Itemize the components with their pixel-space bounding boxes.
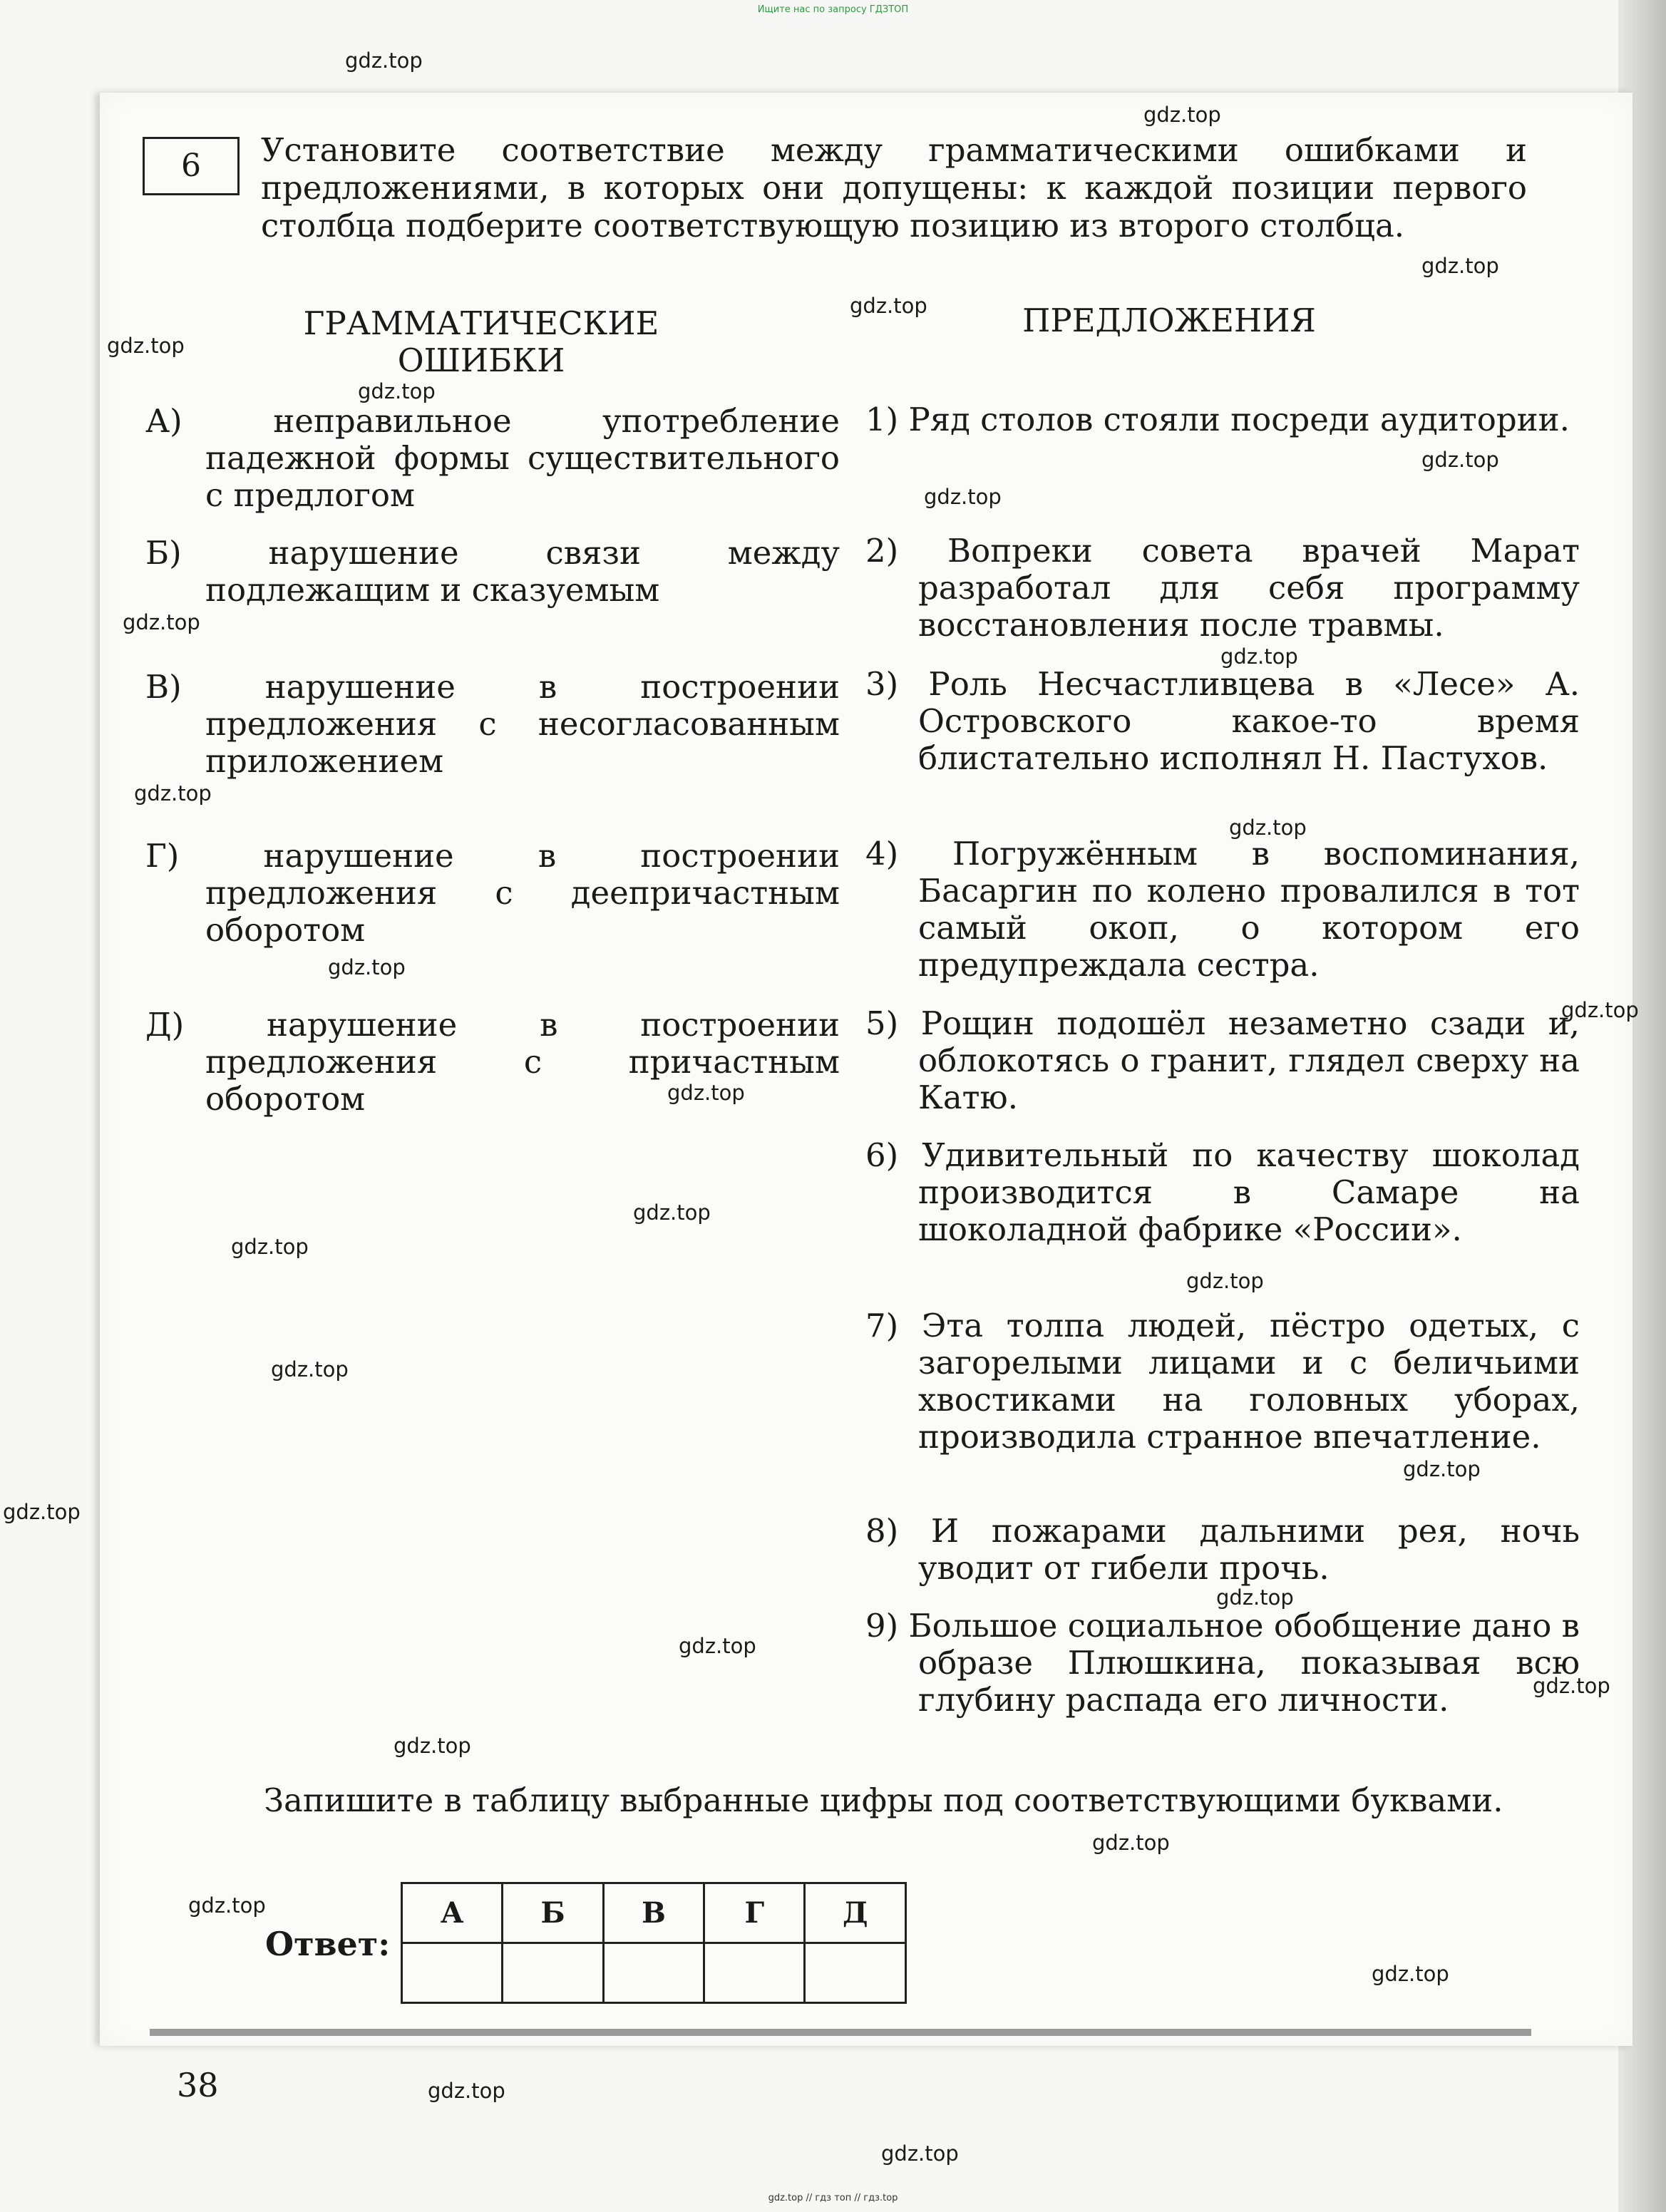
watermark: gdz.top xyxy=(428,2079,505,2103)
answer-cell-v[interactable] xyxy=(603,1943,704,2003)
error-item-b xyxy=(145,535,840,609)
answer-header-v: В xyxy=(603,1883,704,1943)
watermark: gdz.top xyxy=(107,334,185,358)
answer-header-a: А xyxy=(402,1883,503,1943)
answer-header-b: Б xyxy=(503,1883,603,1943)
sentence-number: 6) xyxy=(865,1136,899,1174)
watermark: gdz.top xyxy=(1229,816,1307,840)
sentence-number: 7) xyxy=(865,1307,899,1344)
answer-input-row xyxy=(402,1943,906,2003)
watermark: gdz.top xyxy=(231,1235,309,1259)
watermark: gdz.top xyxy=(881,2141,959,2166)
error-letter: Д) xyxy=(145,1006,185,1044)
answer-cell-d[interactable] xyxy=(805,1943,906,2003)
sentence-text: Эта толпа людей, пёстро одетых, с загорелыми лицами и с беличьими хвостиками на головных уборах, производила странное впечатление. xyxy=(918,1307,1580,1456)
error-letter: В) xyxy=(145,668,182,706)
sentence-text: Вопреки совета врачей Марат разработал для себя программу восстановления после травмы. xyxy=(918,532,1580,644)
watermark: gdz.top xyxy=(667,1081,745,1105)
left-column-heading: ГРАММАТИЧЕСКИЕ ОШИБКИ xyxy=(303,304,659,379)
top-banner: Ищите нас по запросу ГДЗТОП xyxy=(757,4,909,15)
watermark: gdz.top xyxy=(1421,448,1499,472)
sentence-number: 2) xyxy=(865,532,899,570)
watermark: gdz.top xyxy=(1220,644,1298,669)
error-text: неправильное употребление падежной формы существительного с предлогом xyxy=(205,402,840,514)
error-text: нарушение в построении предложения с несогласованным приложением xyxy=(205,668,840,780)
table-instruction: Запишите в таблицу выбранные цифры под соответствующими буквами. xyxy=(264,1781,1503,1819)
watermark: gdz.top xyxy=(271,1357,349,1382)
page-number: 38 xyxy=(177,2066,219,2104)
watermark: gdz.top xyxy=(1561,998,1639,1022)
sentence-text: Рощин подошёл незаметно сзади и, облокотясь о гранит, глядел сверху на Катю. xyxy=(918,1004,1580,1116)
sentence-item-5 xyxy=(865,1005,1580,1116)
error-item-v xyxy=(145,669,840,780)
right-column-heading: ПРЕДЛОЖЕНИЯ xyxy=(1022,302,1316,339)
answer-header-g: Г xyxy=(704,1883,805,1943)
answer-cell-b[interactable] xyxy=(503,1943,603,2003)
watermark: gdz.top xyxy=(3,1500,81,1524)
sentence-number: 3) xyxy=(865,665,899,703)
sentence-text: Погружённым в воспоминания, Басаргин по колено провалился в тот самый окоп, о котором его предупреждала сестра. xyxy=(918,835,1580,984)
sentence-item-2 xyxy=(865,533,1580,644)
error-text: нарушение в построении предложения с причастным оборотом xyxy=(205,1006,840,1118)
watermark: gdz.top xyxy=(679,1634,756,1658)
answer-header-row xyxy=(402,1883,906,1943)
watermark: gdz.top xyxy=(1092,1831,1170,1855)
sentence-number: 1) xyxy=(865,401,899,438)
answer-table xyxy=(401,1882,907,2004)
watermark: gdz.top xyxy=(1421,254,1499,278)
sentence-number: 4) xyxy=(865,835,899,873)
sentence-item-3 xyxy=(865,666,1580,777)
watermark: gdz.top xyxy=(1216,1585,1294,1610)
watermark: gdz.top xyxy=(1403,1457,1481,1481)
bottom-rule xyxy=(150,2029,1531,2036)
sentence-item-4 xyxy=(865,835,1580,984)
watermark: gdz.top xyxy=(1372,1962,1449,1986)
answer-cell-a[interactable] xyxy=(402,1943,503,2003)
watermark: gdz.top xyxy=(924,485,1002,509)
sentence-item-6 xyxy=(865,1137,1580,1248)
sentence-number: 8) xyxy=(865,1512,899,1550)
watermark: gdz.top xyxy=(328,955,406,979)
error-text: нарушение связи между подлежащим и сказуемым xyxy=(205,534,840,609)
watermark: gdz.top xyxy=(633,1200,711,1225)
sentence-item-7 xyxy=(865,1307,1580,1456)
answer-cell-g[interactable] xyxy=(704,1943,805,2003)
watermark: gdz.top xyxy=(850,294,927,318)
sentence-text: Большое социальное обобщение дано в образе Плюшкина, показывая всю глубину распада его личности. xyxy=(908,1607,1580,1719)
sentence-text: Ряд столов стояли посреди аудитории. xyxy=(908,401,1570,438)
watermark: gdz.top xyxy=(188,1893,266,1918)
watermark: gdz.top xyxy=(1533,1674,1610,1698)
sentence-item-1 xyxy=(865,401,1580,438)
watermark: gdz.top xyxy=(394,1734,471,1758)
error-letter: А) xyxy=(145,402,182,440)
sentence-text: И пожарами дальними рея, ночь уводит от гибели прочь. xyxy=(918,1512,1580,1587)
watermark: gdz.top xyxy=(134,781,212,806)
watermark: gdz.top xyxy=(123,610,200,634)
watermark: gdz.top xyxy=(345,48,423,73)
task-number-box: 6 xyxy=(143,137,240,195)
watermark: gdz.top xyxy=(358,379,436,403)
error-text: нарушение в построении предложения с деепричастным оборотом xyxy=(205,837,840,949)
error-item-a xyxy=(145,403,840,514)
sentence-text: Удивительный по качеству шоколад производится в Самаре на шоколадной фабрике «России». xyxy=(918,1136,1580,1248)
watermark: gdz.top xyxy=(1186,1269,1264,1293)
sentence-item-9 xyxy=(865,1607,1580,1719)
answer-header-d: Д xyxy=(805,1883,906,1943)
watermark: gdz.top xyxy=(1143,103,1221,127)
task-instruction: Установите соответствие между грамматическими ошибками и предложениями, в которых они допущены: к каждой позиции первого столбца подберите соответствующую позицию из второго столбца. xyxy=(261,131,1527,245)
sentence-number: 9) xyxy=(865,1607,899,1645)
error-letter: Г) xyxy=(145,837,180,875)
error-item-g xyxy=(145,838,840,949)
answer-label: Ответ: xyxy=(265,1925,391,1963)
error-letter: Б) xyxy=(145,534,182,572)
sentence-text: Роль Несчастливцева в «Лесе» А. Островского какое-то время блистательно исполнял Н. Пастухов. xyxy=(918,665,1580,777)
bottom-banner: gdz.top // гдз топ // гдз.top xyxy=(768,2193,898,2203)
sentence-number: 5) xyxy=(865,1004,899,1042)
sentence-item-8 xyxy=(865,1513,1580,1587)
